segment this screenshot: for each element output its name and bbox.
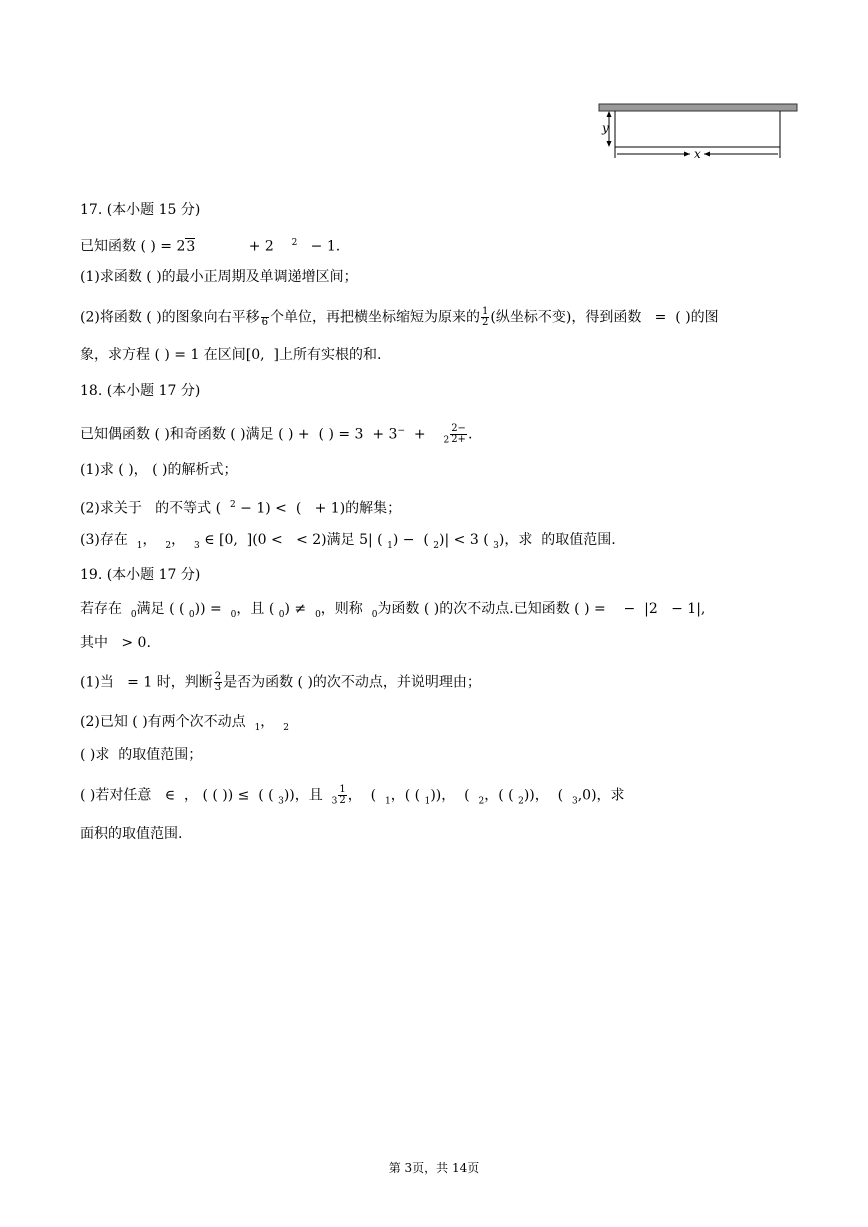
fraction-pi-over-6: 6 xyxy=(261,307,269,328)
problem-17-statement: 已知函数 ( ) = 23 + 2 $^2$ − 1. xyxy=(80,238,341,255)
y-arrow-up xyxy=(607,111,612,117)
problem-17-part-1: (1)求函数 ( )的最小正周期及单调递增区间； xyxy=(80,269,358,285)
fraction-two-thirds: $\frac{2}{3}$ xyxy=(214,671,222,693)
problem-18-statement: 已知偶函数 ( )和奇函数 ( )满足 ( ) + ( ) = 3 + 3− + $_2$ $\frac{2-}{2+}$ . xyxy=(80,423,473,446)
problem-19-part-2-ii-line-1: ( )若对任意 ∈ ， ( ( )) ≤ ( ( $_3$))，且 $_3$ $\frac{1}{2}$ ， ( $_1$，( ( $_1$))， ( $_2$，( ( $_2$))， ( $_3$,0)，求 xyxy=(80,784,625,807)
page-footer: 第 3页，共 14页 xyxy=(388,1161,480,1175)
problem-19-part-2-i: ( )求 的取值范围； xyxy=(80,747,203,763)
problem-17-part-2-line-2: 象，求方程 ( ) = 1 在区间[0, ]上所有实根的和. xyxy=(80,347,382,363)
problem-19-part-1: (1)当 = 1 时，判断 $\frac{2}{3}$ 是否为函数 ( )的次不动点，并说明理由； xyxy=(80,671,481,693)
problem-18-part-3: (3)存在 $_1$， $_2$， $_3$ ∈ [0, ](0 < < 2)满足 5| ( $_1$) − ( $_2$)| < 3 ( $_3$)，求 的取值范围. xyxy=(80,532,616,551)
problem-19-statement-line-1: 若存在 $_0$满足 ( ( $_0$)) = $_0$，且 ( $_0$) ≠ $_0$，则称 $_0$为函数 ( )的次不动点.已知函数 ( ) = − |2 − 1|, xyxy=(80,601,706,620)
fraction-one-half: $\frac{1}{2}$ xyxy=(482,306,489,328)
problem-19-part-2: (2)已知 ( )有两个次不动点 $_1$， $_2$ xyxy=(80,714,289,733)
rectangle-figure xyxy=(598,102,800,164)
x-arrow-right xyxy=(704,152,710,157)
problem-18-part-2: (2)求关于 的不等式 ( $^2$ − 1) < ( + 1)的解集； xyxy=(80,500,402,517)
problem-19-part-2-ii-line-2: 面积的取值范围. xyxy=(80,826,183,842)
problem-17-heading: 17. (本小题 15 分) xyxy=(80,202,201,218)
problem-19-heading: 19. (本小题 17 分) xyxy=(80,567,201,583)
problem-18-heading: 18. (本小题 17 分) xyxy=(80,383,201,399)
problem-18-part-1: (1)求 ( )， ( )的解析式； xyxy=(80,462,238,478)
x-arrow-left xyxy=(684,152,690,157)
fraction-log-argument: $\frac{2-}{2+}$ xyxy=(451,423,466,446)
figure-top-bar xyxy=(599,104,797,111)
sqrt-three: 3 xyxy=(186,238,196,255)
figure-label-y: y xyxy=(602,121,609,135)
problem-17-part-2-line-1: (2)将函数 ( )的图象向右平移 6 个单位，再把横坐标缩短为原来的 $\frac{1}{2}$ (纵坐标不变)，得到函数 = ( )的图 xyxy=(80,306,719,328)
y-arrow-down xyxy=(607,141,612,147)
figure-label-x: x xyxy=(694,147,701,161)
problem-19-statement-line-2: 其中 > 0. xyxy=(80,635,151,651)
fraction-one-half-b: $\frac{1}{2}$ xyxy=(339,784,346,806)
